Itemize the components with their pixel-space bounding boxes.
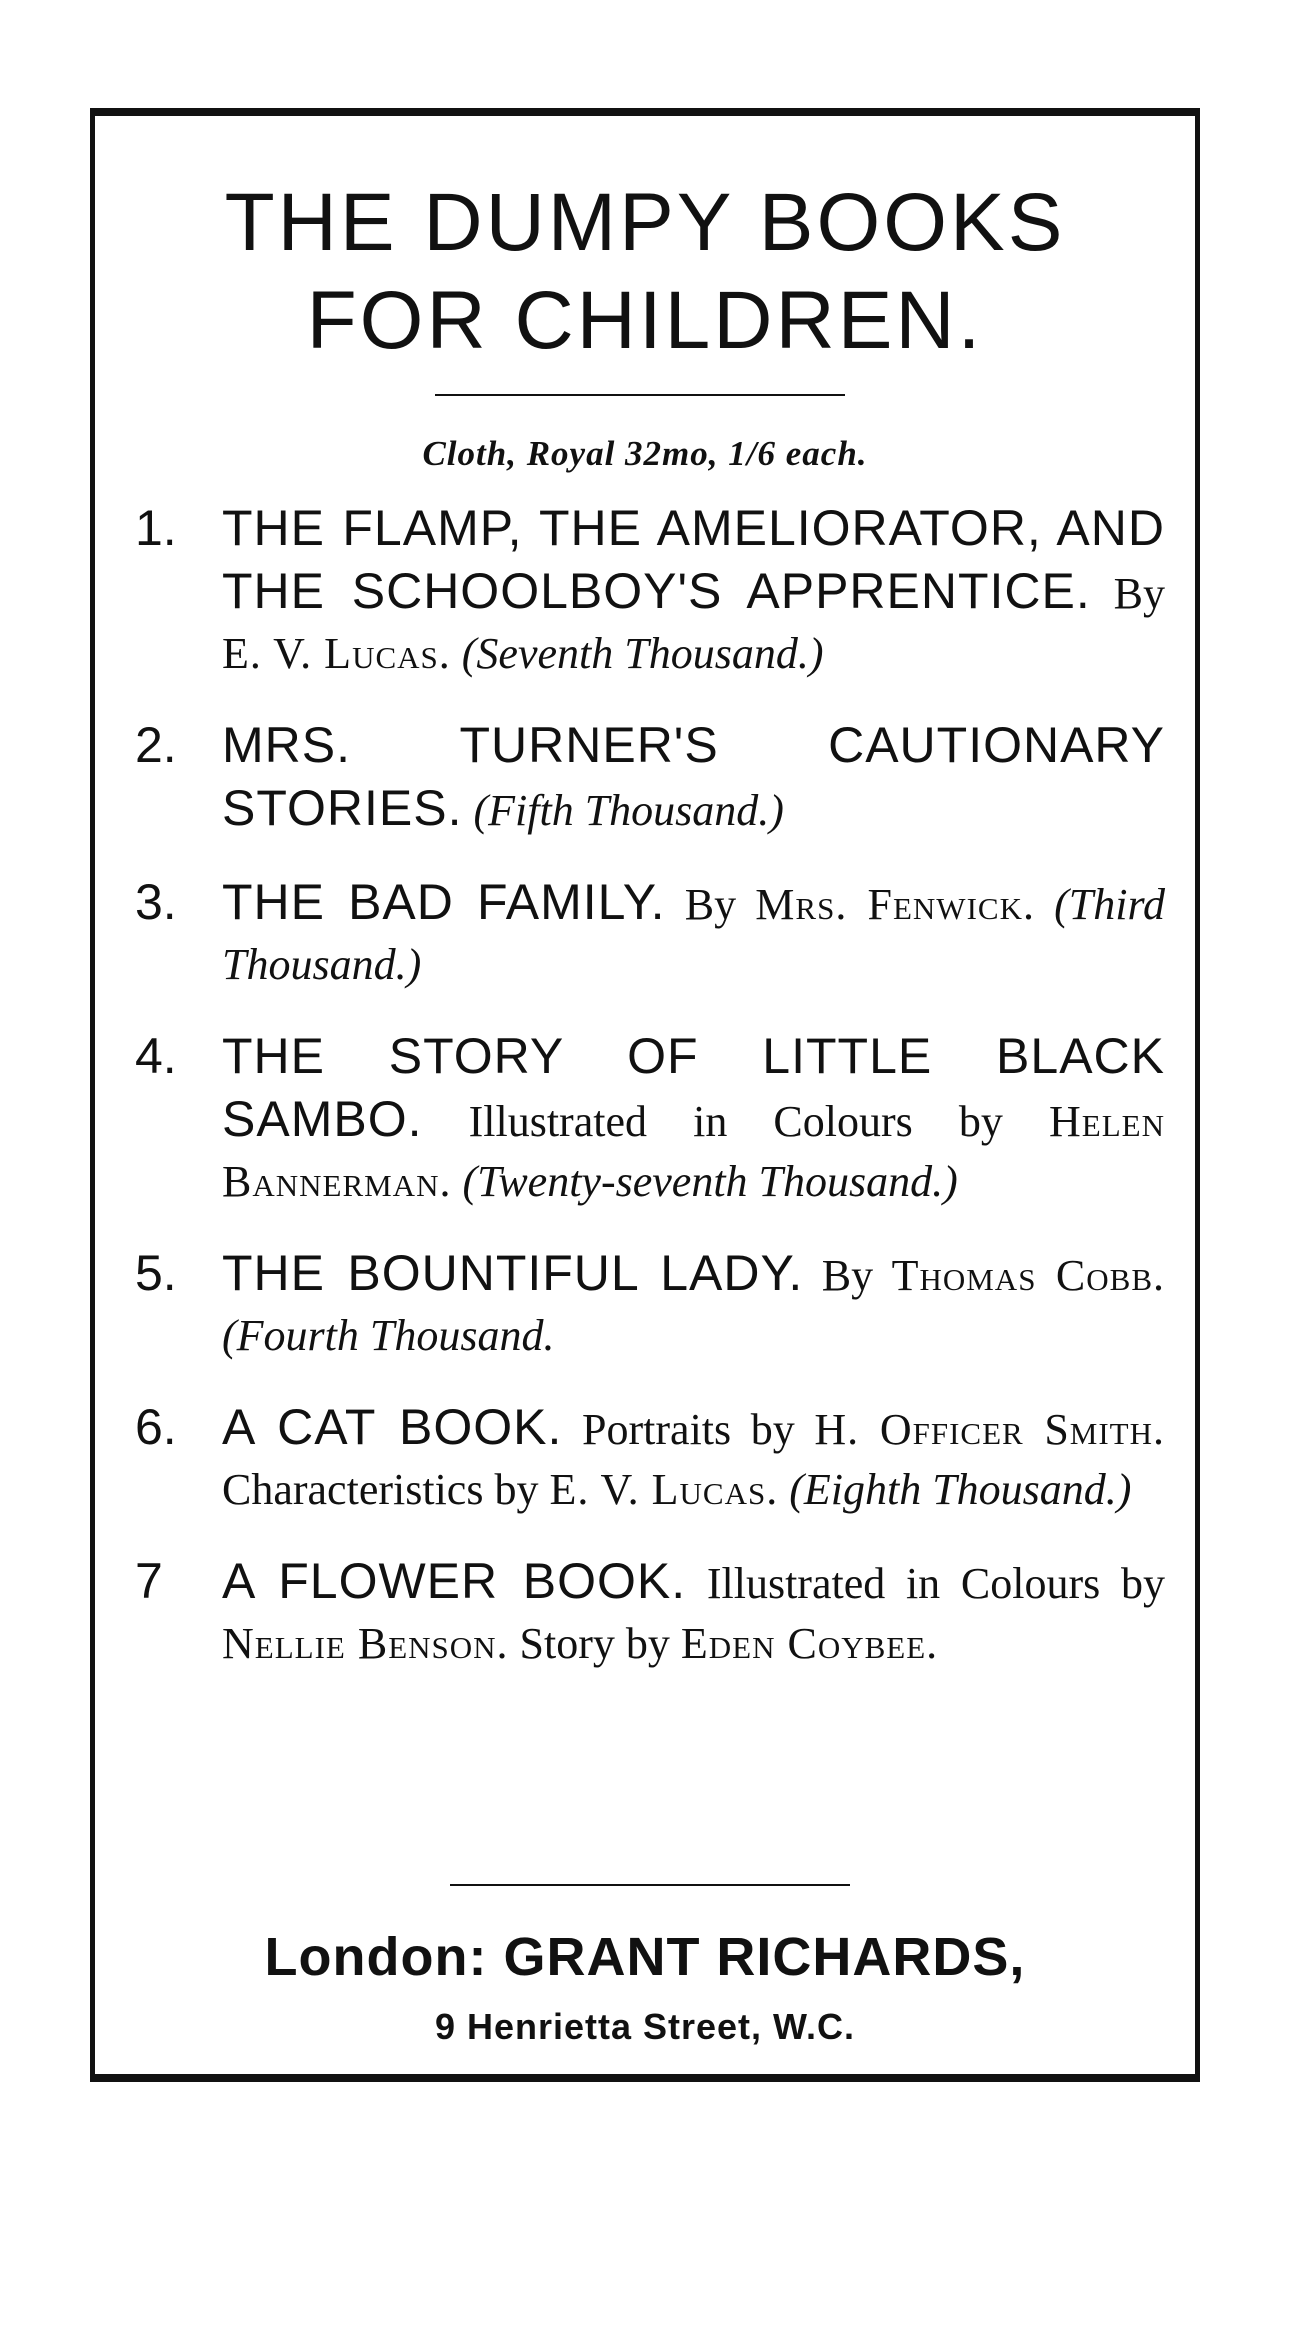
subtitle: Cloth, Royal 32mo, 1/6 each.: [422, 434, 868, 473]
by-text: By: [1090, 569, 1165, 618]
item-number: 2.: [135, 717, 177, 773]
item-number: 5.: [135, 1245, 177, 1301]
edition: (Third Thousand.): [222, 880, 1165, 989]
page-frame: [90, 108, 1200, 2082]
book-list: [135, 498, 1165, 1705]
by-text: Portraits by: [562, 1405, 815, 1454]
by-text: By: [803, 1251, 892, 1300]
divider-bottom: [450, 1884, 850, 1886]
item-number: 7: [135, 1553, 163, 1609]
author: H. Officer Smith.: [814, 1405, 1165, 1454]
extra-text: Characteristics by: [222, 1465, 550, 1514]
by-text: By: [665, 880, 756, 929]
divider-top: [435, 394, 845, 396]
title-line-2: FOR CHILDREN.: [306, 275, 984, 366]
book-item-7: [135, 1551, 1165, 1674]
book-item-3: [135, 872, 1165, 995]
author: Nellie Benson.: [222, 1619, 509, 1668]
book-item-5: [135, 1243, 1165, 1366]
item-number: 6.: [135, 1399, 177, 1455]
address-line: 9 Henrietta Street, W.C.: [434, 2006, 856, 2047]
book-title: THE STORY OF LITTLE BLACK SAMBO.: [222, 1028, 1165, 1147]
book-title: THE FLAMP, THE AMELIORATOR, AND THE SCHOOLBOY'S APPRENTICE.: [222, 500, 1165, 619]
edition: (Twenty-seventh Thousand.): [451, 1157, 958, 1206]
book-item-6: [135, 1397, 1165, 1520]
by-text: Illustrated in Colours by: [686, 1559, 1165, 1608]
author: Thomas Cobb.: [891, 1251, 1165, 1300]
by-text: Illustrated in Colours by: [422, 1097, 1050, 1146]
book-title: MRS. TURNER'S CAUTIONARY STORIES.: [222, 717, 1165, 836]
item-number: 3.: [135, 874, 177, 930]
extra-author: E. V. Lucas.: [549, 1465, 779, 1514]
edition: (Fifth Thousand.): [462, 786, 784, 835]
book-title: A CAT BOOK.: [222, 1399, 563, 1455]
edition: (Eighth Thousand.): [778, 1465, 1132, 1514]
author: E. V. Lucas.: [222, 629, 451, 678]
book-item-1: [135, 498, 1165, 684]
item-number: 1.: [135, 500, 177, 556]
extra-text: Story by: [508, 1619, 681, 1668]
book-item-2: [135, 715, 1165, 841]
author: Helen Bannerman.: [222, 1097, 1165, 1206]
book-item-4: [135, 1026, 1165, 1212]
publisher-line: London: GRANT RICHARDS,: [264, 1927, 1026, 1987]
extra-author: Eden Coybee.: [680, 1619, 939, 1668]
author: Mrs. Fenwick.: [755, 880, 1035, 929]
book-title: THE BOUNTIFUL LADY.: [222, 1245, 804, 1301]
book-title: THE BAD FAMILY.: [222, 874, 666, 930]
title-line-1: THE DUMPY BOOKS: [224, 177, 1066, 268]
edition: (Fourth Thousand.: [222, 1311, 555, 1360]
edition: (Seventh Thousand.): [450, 629, 824, 678]
item-number: 4.: [135, 1028, 177, 1084]
book-title: A FLOWER BOOK.: [222, 1553, 687, 1609]
